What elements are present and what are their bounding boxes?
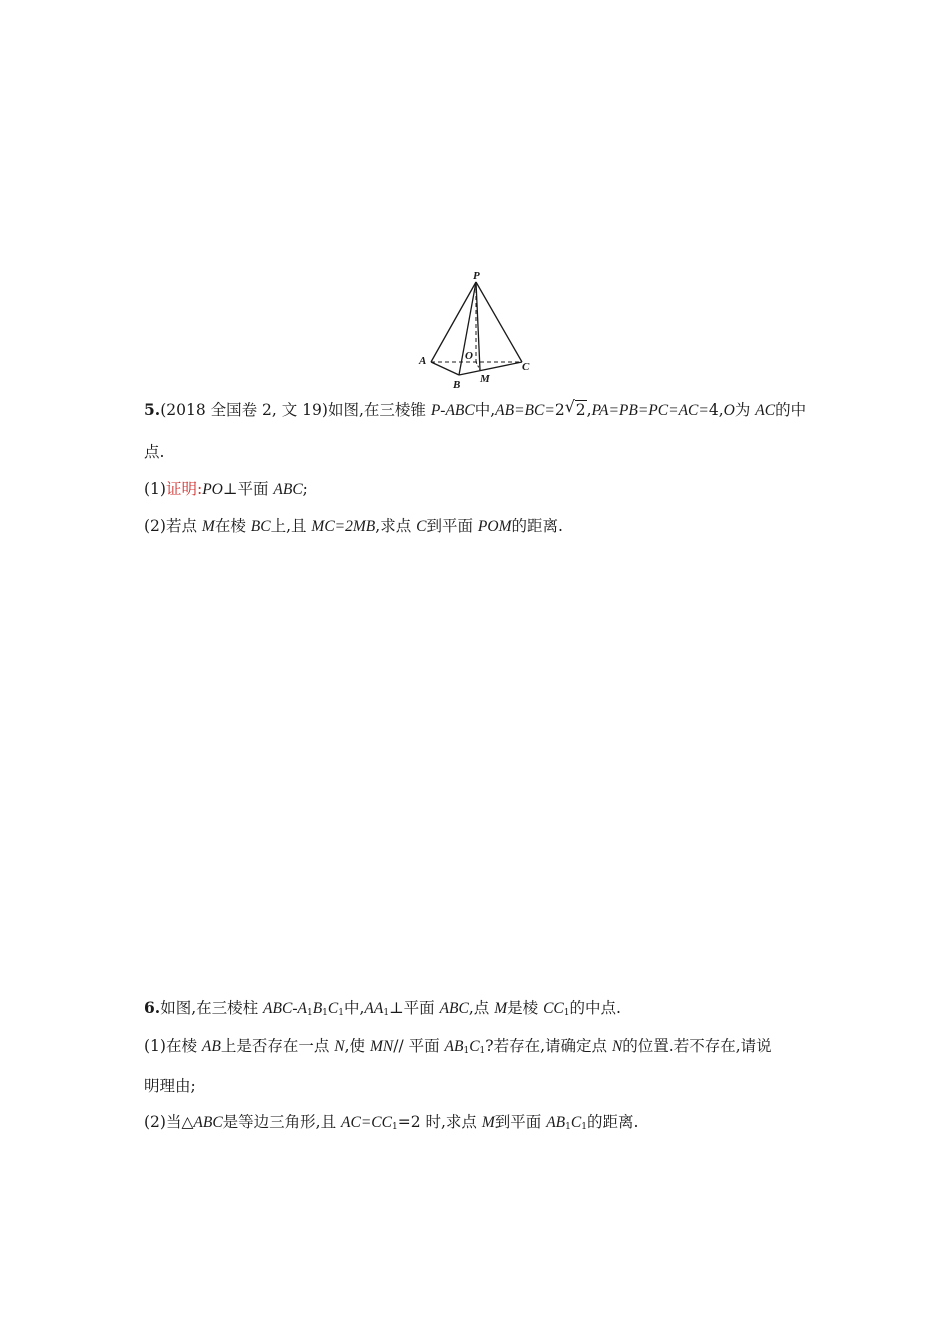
edge-BC (459, 362, 522, 375)
q5-p1-proof-label: 证明: (165, 480, 203, 498)
q6-p1-mn: MN (369, 1038, 394, 1055)
q6-p2-text: 的距离. (586, 1113, 639, 1131)
q6-abc2: ABC (439, 1000, 469, 1017)
q5-abbc: AB=BC= (495, 402, 555, 419)
q5-text: 的中 (775, 401, 807, 419)
q5-p2-bc: BC (250, 518, 271, 535)
q6-sub: 1 (565, 1122, 571, 1132)
label-M: M (480, 373, 490, 385)
q6-text: 中, (343, 999, 365, 1017)
q6-p1-text: 的位置.若不存在,请说 (622, 1037, 772, 1055)
q6-p1-text: ?若存在,请确定点 (485, 1037, 612, 1055)
edge-PC (476, 282, 522, 362)
q6-p1-text: // 平面 (393, 1037, 445, 1055)
q5-text: , (586, 401, 592, 419)
q6-text: 如图,在三棱柱 (160, 999, 264, 1017)
q6-p1-ab1: AB (444, 1038, 464, 1055)
q6-p2-abc: ABC (193, 1114, 223, 1131)
q5-p2-text: 到平面 (426, 517, 478, 535)
q6-number: 6. (144, 998, 161, 1017)
q6-p2-text: 是等边三角形,且 (222, 1113, 342, 1131)
q5-papb: PA=PB=PC=AC= (591, 402, 709, 419)
q6-p1-text: (1)在棱 (144, 1037, 202, 1055)
q5-ac: AC (755, 402, 776, 419)
q5-p1-end: ; (302, 480, 308, 498)
q5-p2-text: ,求点 (375, 517, 417, 535)
q5-p2-text: (2)若点 (144, 517, 202, 535)
q6-p1-c1: C (469, 1038, 480, 1055)
q5-p2-text: 在棱 (214, 517, 251, 535)
label-A: A (419, 355, 427, 367)
q5-p2-mc: MC=2MB (311, 518, 376, 535)
q6-sub: 1 (563, 1008, 570, 1018)
q6-part2 (144, 1112, 638, 1137)
q6-p2-ab: AB (546, 1114, 566, 1131)
q6-part1 (144, 1036, 772, 1061)
q5-two: 2 (554, 401, 565, 419)
q5-source: (2018 全国卷 2, 文 19) (160, 401, 328, 419)
q5-p1-rest: ⊥平面 (222, 480, 274, 498)
q6-c: C (327, 1000, 339, 1017)
q6-sub: 1 (479, 1046, 486, 1056)
q6-sub: 1 (338, 1008, 344, 1018)
q6-sub: 1 (383, 1008, 390, 1018)
q6-sub: 1 (463, 1046, 470, 1056)
q6-line1 (144, 998, 621, 1023)
q5-pabc: P-ABC (430, 402, 475, 419)
q5-text: 如图,在三棱锥 (327, 401, 431, 419)
q6-text: 是棱 (507, 999, 544, 1017)
label-B: B (453, 379, 461, 391)
q5-number: 5. (144, 400, 161, 419)
label-O: O (465, 350, 473, 362)
q5-text: 中, (474, 401, 496, 419)
q6-sub: 1 (322, 1008, 328, 1018)
q6-abc: ABC-A (263, 1000, 307, 1017)
q6-p1-text: ,使 (344, 1037, 370, 1055)
pyramid-figure (410, 268, 550, 393)
q5-text: , (718, 401, 724, 419)
q5-p2-pom: POM (477, 518, 512, 535)
q6-sub: 1 (306, 1008, 313, 1018)
q5-part2 (144, 516, 563, 537)
q6-text: ,点 (468, 999, 495, 1017)
q5-o: O (723, 402, 735, 419)
q6-p2-text: (2)当△ (144, 1113, 194, 1131)
q6-p2-c1: C (570, 1114, 582, 1131)
q6-p2-m: M (481, 1114, 495, 1131)
q6-p2-text: 到平面 (494, 1113, 547, 1131)
q5-four: 4 (708, 401, 719, 419)
q6-b: B (312, 1000, 323, 1017)
q5-p2-m: M (201, 518, 215, 535)
q5-cont: 点. (144, 443, 165, 461)
q6-p1-text: 上是否存在一点 (220, 1037, 335, 1055)
q5-p2-text: 的距离. (511, 517, 563, 535)
q5-text: 为 (734, 401, 756, 419)
q6-p1-n2: N (611, 1038, 623, 1055)
sqrt-symbol: √ 2 (564, 397, 586, 419)
q5-p2-c: C (416, 518, 427, 535)
q6-p1-n: N (334, 1038, 345, 1055)
q5-part1 (144, 479, 308, 500)
q6-p2-text: =2 时,求点 (397, 1113, 482, 1131)
q5-p1-po: PO (202, 481, 223, 498)
q5-p1-num: (1) (144, 480, 166, 498)
q5-p1-abc: ABC (273, 481, 303, 498)
q6-p1-ab: AB (201, 1038, 221, 1055)
q5-line2 (144, 442, 164, 462)
label-C: C (522, 361, 530, 373)
edge-AB (431, 362, 459, 375)
q6-m: M (494, 1000, 508, 1017)
q5-line1 (144, 397, 807, 421)
q5-p2-text: 上,且 (270, 517, 312, 535)
q6-aa: AA (364, 1000, 384, 1017)
q6-p1-cont: 明理由; (144, 1077, 196, 1095)
q6-p2-ac: AC=CC (341, 1114, 392, 1131)
q6-text: 的中点. (569, 999, 621, 1017)
q6-text: ⊥平面 (389, 999, 440, 1017)
label-P: P (473, 270, 480, 282)
q6-sub: 1 (391, 1122, 398, 1132)
q6-part1-cont (144, 1076, 196, 1096)
q5-sqrt-value: 2 (575, 401, 586, 419)
q6-cc: CC (543, 1000, 564, 1017)
edge-PM (476, 282, 480, 370)
q6-sub: 1 (581, 1122, 587, 1132)
